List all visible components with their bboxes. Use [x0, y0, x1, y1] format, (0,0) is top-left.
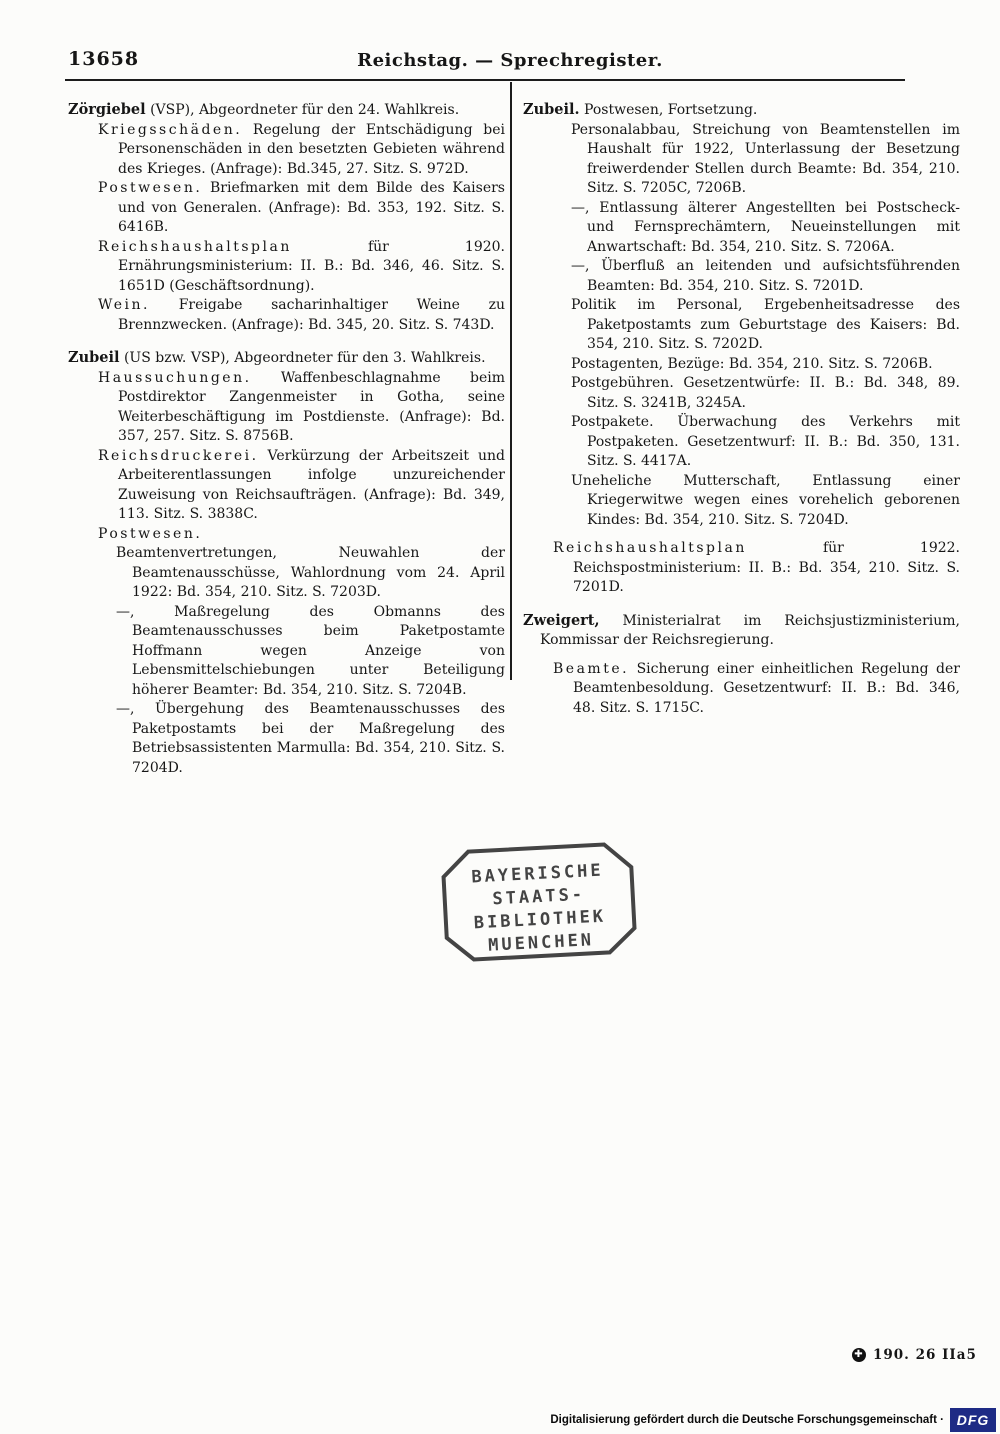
library-stamp	[438, 838, 640, 966]
item-topic: Postwesen.	[98, 525, 203, 542]
credit-text: Digitalisierung gefördert durch die Deutsche Forschungsgemeinschaft ·	[550, 1414, 944, 1426]
index-item: Reichshaushaltsplan für 1920. Ernährungsministerium: II. B.: Bd. 346, 46. Sitz. S. 1651D (Geschäftsordnung).	[98, 238, 505, 294]
right-column	[523, 100, 960, 718]
index-entry	[523, 611, 960, 719]
stamp-line: STAATS-	[491, 884, 586, 910]
item-topic: Haussuchungen.	[98, 369, 252, 386]
dfg-logo: DFG	[950, 1408, 996, 1432]
index-item: Wein. Freigabe sacharinhaltiger Weine zu Brennzwecken. (Anfrage): Bd. 345, 20. Sitz. S. 743D.	[98, 297, 505, 333]
index-item: Postwesen. Briefmarken mit dem Bilde des Kaisers und von Generalen. (Anfrage): Bd. 353, 192. Sitz. S. 6416B.	[98, 180, 505, 235]
index-item: Politik im Personal, Ergebenheitsadresse des Paketpostamts zum Geburtstage des Kaisers: Bd. 354, 210. Sitz. S. 7202D.	[571, 297, 960, 352]
index-entry	[68, 348, 505, 778]
entry-headline: Zörgiebel (VSP), Abgeordneter für den 24. Wahlkreis.	[68, 101, 460, 118]
column-divider	[510, 82, 512, 680]
item-topic: Reichshaushaltsplan	[553, 540, 747, 556]
index-item: Kriegsschäden. Regelung der Entschädigung bei Personenschäden in den besetzten Gebieten während des Krieges. (Anfrage): Bd.345, 27. Sitz. S. 972D.	[98, 121, 505, 177]
index-item: Haussuchungen. Waffenbeschlagnahme beim Postdirektor Zangenmeister in Gotha, seine Weiterbeschäftigung im Postdienste. (Anfrage): Bd. 357, 257. Sitz. S. 8756B.	[98, 369, 505, 444]
entry-headline: Zweigert, Ministerialrat im Reichsjustizministerium, Kommissar der Reichsregierung.	[523, 611, 960, 648]
item-topic: Reichsdruckerei.	[98, 447, 259, 464]
item-topic: Beamte.	[553, 660, 630, 677]
item-topic: —,	[571, 258, 590, 274]
entry-headword: Zweigert,	[523, 611, 600, 629]
header-rule	[65, 79, 905, 81]
index-entry	[523, 100, 960, 598]
item-topic: Wein.	[98, 297, 150, 313]
printers-mark-icon: ✚	[852, 1348, 866, 1362]
left-column	[68, 100, 505, 778]
index-item: Reichsdruckerei. Verkürzung der Arbeitszeit und Arbeiterentlassungen infolge unzureichender Zuweisung von Reichsaufträgen. (Anfrage): Bd. 349, 113. Sitz. S. 3838C.	[98, 447, 505, 522]
index-item: Beamte. Sicherung einer einheitlichen Regelung der Beamtenbesoldung. Gesetzentwurf: II. B.: Bd. 346, 48. Sitz. S. 1715C.	[553, 660, 960, 716]
entry-headline: Zubeil (US bzw. VSP), Abgeordneter für den 3. Wahlkreis.	[68, 349, 486, 366]
index-item: Beamtenvertretungen, Neuwahlen der Beamtenausschüsse, Wahlordnung vom 24. April 1922: Bd. 354, 210. Sitz. S. 7203D.	[116, 545, 505, 600]
entry-headline: Zubeil. Postwesen, Fortsetzung.	[523, 101, 758, 118]
index-item: —, Überfluß an leitenden und aufsichtsführenden Beamten: Bd. 354, 210. Sitz. S. 7201D.	[571, 258, 960, 294]
index-item: Postgebühren. Gesetzentwürfe: II. B.: Bd. 348, 89. Sitz. S. 3241B, 3245A.	[571, 375, 960, 411]
stamp-line: BAYERISCHE	[470, 860, 605, 888]
index-item: —, Maßregelung des Obmanns des Beamtenausschusses beim Paketpostamte Hoffmann wegen Anzeige von Lebensmittelschiebungen unter Beteiligung höherer Beamter: Bd. 354, 210. Sitz. S. 7204B.	[116, 603, 505, 698]
page-number: 13658	[68, 48, 140, 70]
entry-headword: Zubeil.	[523, 101, 580, 118]
printers-mark	[852, 1347, 977, 1363]
index-item: —, Übergehung des Beamtenausschusses des Paketpostamts bei der Maßregelung des Betriebsassistenten Marmulla: Bd. 354, 210. Sitz. S. 7204D.	[116, 701, 505, 776]
index-item: Postpakete. Überwachung des Verkehrs mit Postpaketen. Gesetzentwurf: II. B.: Bd. 350, 131. Sitz. S. 4417A.	[571, 414, 960, 469]
index-item: Uneheliche Mutterschaft, Entlassung einer Kriegerwitwe wegen eines vorehelich geborenen Kindes: Bd. 354, 210. Sitz. S. 7204D.	[571, 472, 960, 528]
entry-headword: Zubeil	[68, 349, 120, 366]
index-item: Postagenten, Bezüge: Bd. 354, 210. Sitz. S. 7206B.	[571, 355, 933, 372]
entry-headword: Zörgiebel	[68, 101, 146, 118]
index-item: —, Entlassung älterer Angestellten bei Postscheck- und Fernsprechämtern, Neueinstellungen mit Anwartschaft: Bd. 354, 210. Sitz. S. 7206A.	[571, 199, 961, 255]
item-topic: Postwesen.	[98, 180, 203, 196]
item-topic: Reichshaushaltsplan	[98, 238, 292, 255]
index-item: Personalabbau, Streichung von Beamtenstellen im Haushalt für 1922, Unterlassung der Besetzung freiwerdender Stellen durch Beamte: Bd. 354, 210. Sitz. S. 7205C, 7206B.	[571, 121, 960, 196]
index-entry	[68, 100, 505, 335]
stamp-line: MUENCHEN	[487, 930, 595, 956]
item-topic: —,	[116, 603, 135, 620]
index-item	[68, 525, 505, 545]
item-topic: Kriegsschäden.	[98, 121, 243, 138]
stamp-line: BIBLIOTHEK	[473, 906, 607, 934]
printers-mark-text: 190. 26 IIa5	[873, 1347, 977, 1363]
page-header-title: Reichstag. — Sprechregister.	[357, 50, 663, 71]
index-item: Reichshaushaltsplan für 1922. Reichspostministerium: II. B.: Bd. 354, 210. Sitz. S. 7201D.	[553, 540, 960, 595]
digitization-credit	[550, 1407, 996, 1433]
item-topic: —,	[571, 199, 590, 216]
item-topic: —,	[116, 701, 135, 717]
